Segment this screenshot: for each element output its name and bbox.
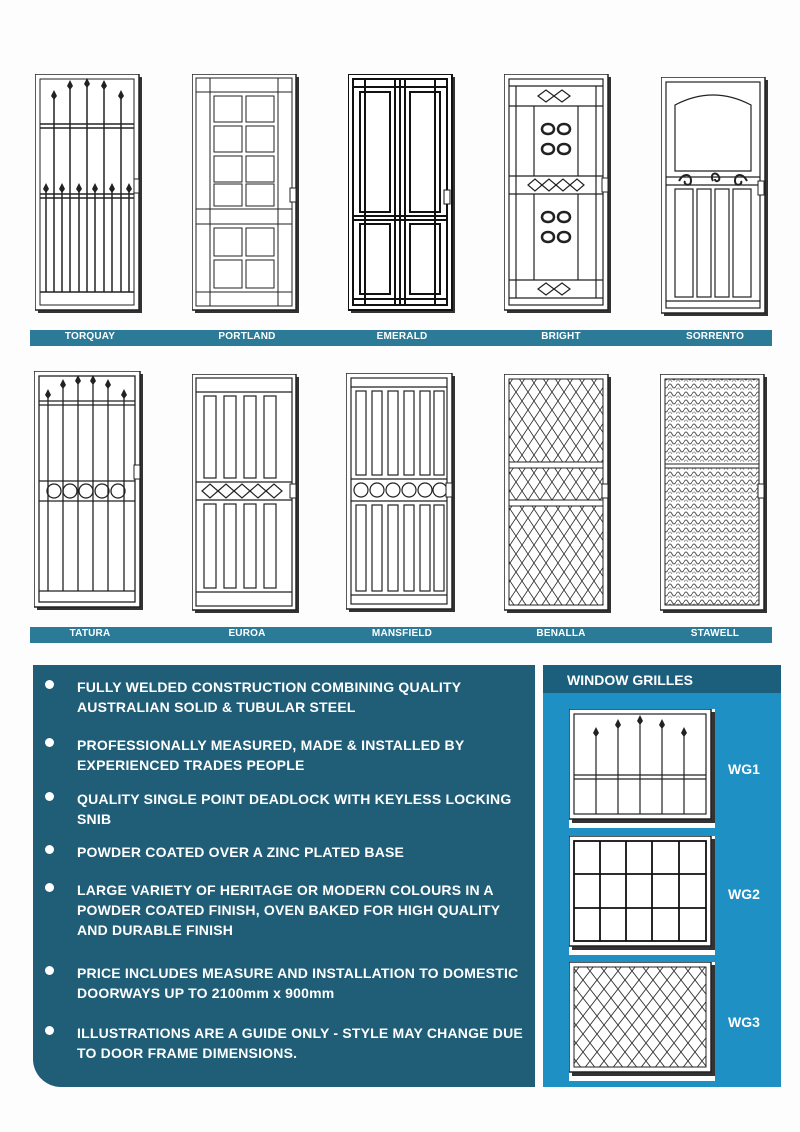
window-grilles-header — [543, 665, 781, 693]
door-label-sorrento: SORRENTO — [685, 331, 745, 342]
grille-label-wg1: WG1 — [728, 761, 760, 777]
door-stawell — [660, 374, 768, 614]
door-bright — [504, 74, 612, 314]
features-panel — [33, 665, 535, 1087]
bullet-icon — [45, 966, 54, 975]
door-label-benalla: BENALLA — [536, 628, 586, 639]
bullet-icon — [45, 1026, 54, 1035]
bullet-icon — [45, 792, 54, 801]
feature-text: POWDER COATED OVER A ZINC PLATED BASE — [77, 844, 405, 860]
feature-text: PROFESSIONALLY MEASURED, MADE & INSTALLED BY EXPERIENCED TRADES PEOPLE — [77, 737, 465, 773]
door-tatura — [34, 371, 144, 611]
grille-label-wg2: WG2 — [728, 886, 760, 902]
door-mansfield — [346, 373, 456, 613]
grille-label-wg3: WG3 — [728, 1014, 760, 1030]
feature-text: PRICE INCLUDES MEASURE AND INSTALLATION TO DOMESTIC DOORWAYS UP TO 2100mm x 900mm — [77, 965, 519, 1001]
feature-text: FULLY WELDED CONSTRUCTION COMBINING QUALITY AUSTRALIAN SOLID & TUBULAR STEEL — [77, 679, 462, 715]
feature-text: QUALITY SINGLE POINT DEADLOCK WITH KEYLESS LOCKING SNIB — [77, 791, 512, 827]
door-label-mansfield: MANSFIELD — [371, 628, 433, 639]
door-label-euroa: EUROA — [228, 628, 266, 639]
door-benalla — [504, 374, 612, 614]
door-portland — [192, 74, 300, 314]
door-label-portland: PORTLAND — [218, 331, 276, 342]
window-grilles-panel — [543, 665, 781, 1087]
door-label-bright: BRIGHT — [541, 331, 581, 342]
door-label-emerald: EMERALD — [376, 331, 428, 342]
door-torquay — [35, 74, 143, 314]
window-grilles-title: WINDOW GRILLES — [567, 672, 693, 688]
door-emerald — [348, 74, 456, 314]
door-sorrento — [661, 77, 769, 317]
bullet-icon — [45, 883, 54, 892]
door-label-band-row2 — [30, 627, 772, 643]
door-label-band-row1 — [30, 330, 772, 346]
grille-wg1 — [569, 709, 715, 828]
feature-text: LARGE VARIETY OF HERITAGE OR MODERN COLOURS IN A POWDER COATED FINISH, OVEN BAKED FOR HIGH QUALITY AND DURABLE FINISH — [77, 882, 501, 938]
door-label-stawell: STAWELL — [690, 628, 740, 639]
bullet-icon — [45, 680, 54, 689]
door-euroa — [192, 374, 300, 614]
bullet-icon — [45, 845, 54, 854]
feature-text: ILLUSTRATIONS ARE A GUIDE ONLY - STYLE MAY CHANGE DUE TO DOOR FRAME DIMENSIONS. — [77, 1025, 523, 1061]
grille-wg2 — [569, 836, 715, 955]
bullet-icon — [45, 738, 54, 747]
grille-wg3 — [569, 962, 715, 1081]
door-label-torquay: TORQUAY — [64, 331, 116, 342]
door-label-tatura: TATURA — [69, 628, 111, 639]
